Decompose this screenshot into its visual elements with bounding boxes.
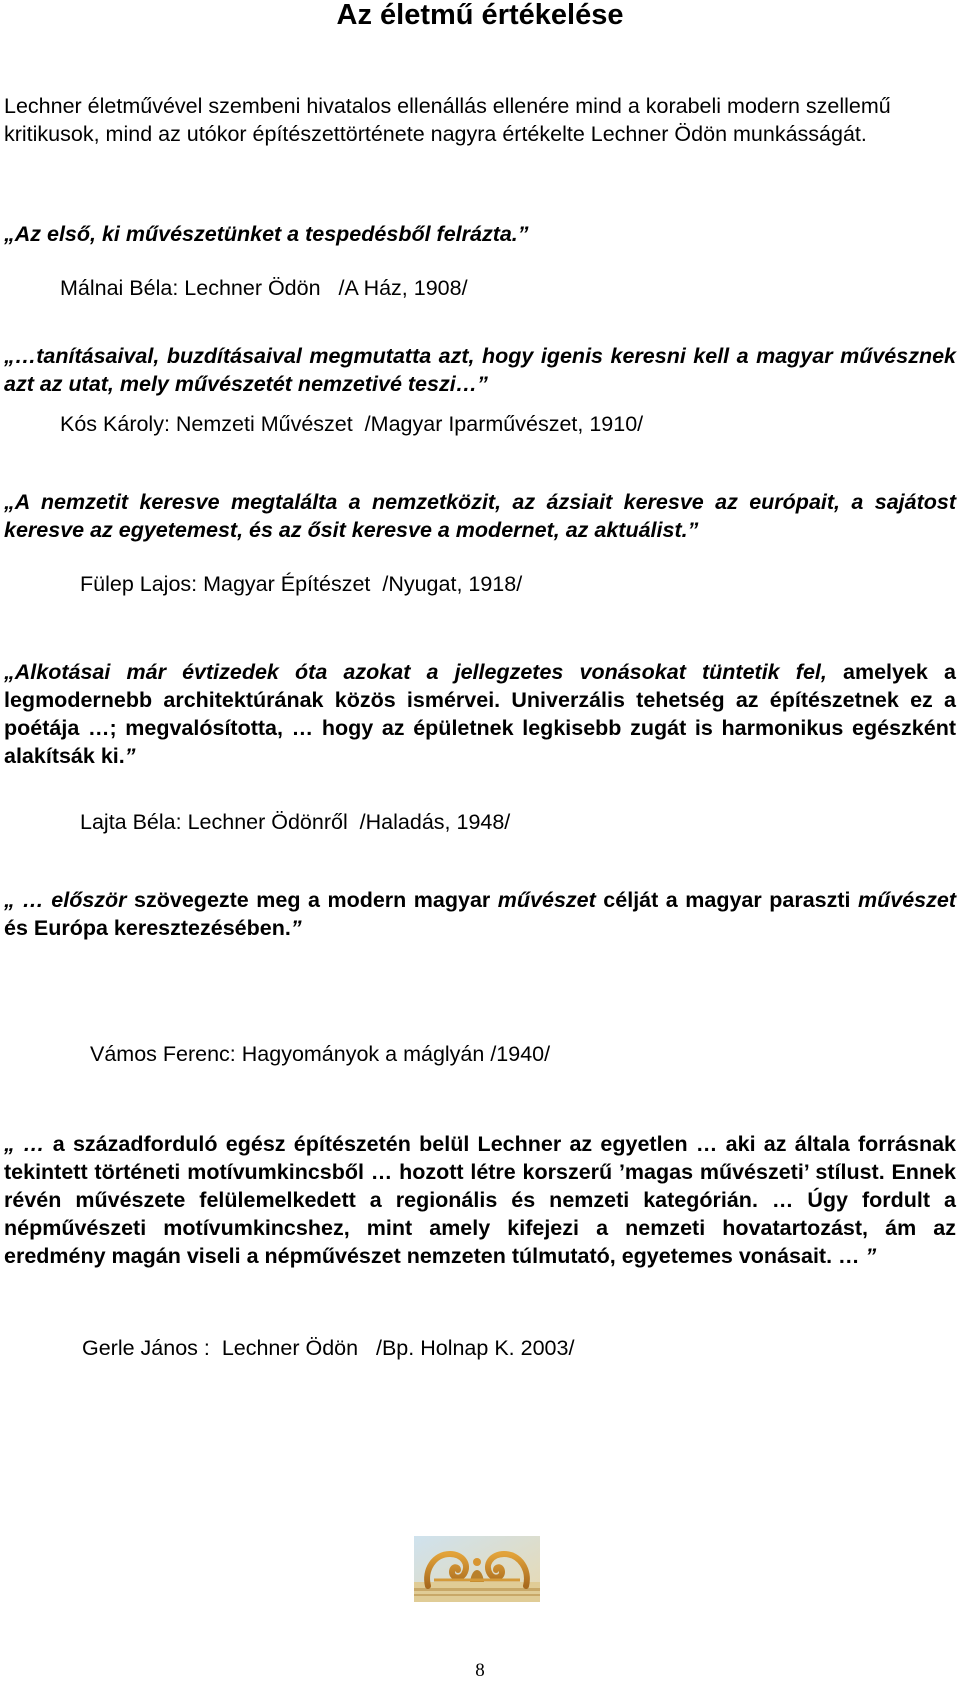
ornament-image [414, 1536, 540, 1602]
quote-lajta [4, 658, 956, 770]
quote-vamos-start: „ … [4, 888, 52, 912]
quote-fulep: „A nemzetit keresve megtalálta a nemzetközit, az ázsiait keresve az európait, a sajátost keresve az egyetemest, és az ősit keresve a modernet, az aktuálist.” [4, 490, 956, 542]
quote-kos: „…tanításaival, buzdításaival megmutatta azt, hogy igenis keresni kell a magyar művésznek azt az utat, mely művészetét nemzetivé teszi…” [4, 344, 956, 396]
quote-lajta-end: ” [124, 744, 136, 768]
source-fulep: Fülep Lajos: Magyar Építészet /Nyugat, 1918/ [80, 572, 523, 596]
quote-gerle-end: ” [865, 1244, 877, 1268]
quote-malnai: „Az első, ki művészetünket a tespedésből felrázta.” [4, 222, 529, 246]
intro-paragraph: Lechner életművével szembeni hivatalos ellenállás ellenére mind a korabeli modern szellemű kritikusok, mind az utókor építészettörténete nagyra értékelte Lechner Ödön munkásságát. [4, 94, 891, 146]
quote-vamos-it: művészet [497, 888, 596, 912]
quote-gerle-rest: a századforduló egész építészetén belül Lechner az egyetlen … aki az általa forrásnak tekintett történeti motívumkincsből … hozott létre korszerű ’magas művészeti’ stílust. Ennek révén művészete felülemelkedett a regionális és nemzeti kategórián. … Úgy fordult a népművészeti motívumkincshez, mint amely kifejezi a nemzeti hovatartozást, ám az eredmény magán viseli a népművészet nemzeten túlmutató, egyetemes vonásait. … [4, 1132, 956, 1268]
page-title: Az életmű értékelése [336, 0, 624, 31]
quote-vamos-rest: szövegezte meg a modern magyar [126, 888, 498, 912]
quote-vamos [4, 886, 956, 942]
source-vamos: Vámos Ferenc: Hagyományok a máglyán /1940/ [90, 1042, 551, 1066]
source-malnai: Málnai Béla: Lechner Ödön /A Ház, 1908/ [60, 276, 468, 300]
quote-vamos-mid: először [51, 888, 127, 912]
quote-lajta-rest: amelyek a legmodernebb architektúrának közös ismérvei. Univerzális tehetség az építészetnek ez a poétája …; megvalósította, … hogy az épületnek legkisebb zugát is harmonikus egészként alakítsák ki. [4, 660, 956, 768]
quote-vamos-it2: művészet [858, 888, 957, 912]
quote-vamos-rest2: célját a magyar paraszti [595, 888, 859, 912]
source-kos: Kós Károly: Nemzeti Művészet /Magyar Iparművészet, 1910/ [60, 412, 644, 436]
quote-gerle [4, 1130, 956, 1270]
quote-vamos-end: ” [290, 916, 302, 940]
source-gerle: Gerle János : Lechner Ödön /Bp. Holnap K. 2003/ [82, 1336, 575, 1360]
quote-vamos-rest3: és Európa keresztezésében. [4, 916, 291, 940]
quote-gerle-start: „ … [4, 1132, 53, 1156]
source-lajta: Lajta Béla: Lechner Ödönről /Haladás, 1948/ [80, 810, 511, 834]
page-number: 8 [475, 1660, 485, 1681]
quote-lajta-italic: „Alkotásai már évtizedek óta azokat a jellegzetes vonásokat tüntetik fel, [4, 660, 827, 684]
